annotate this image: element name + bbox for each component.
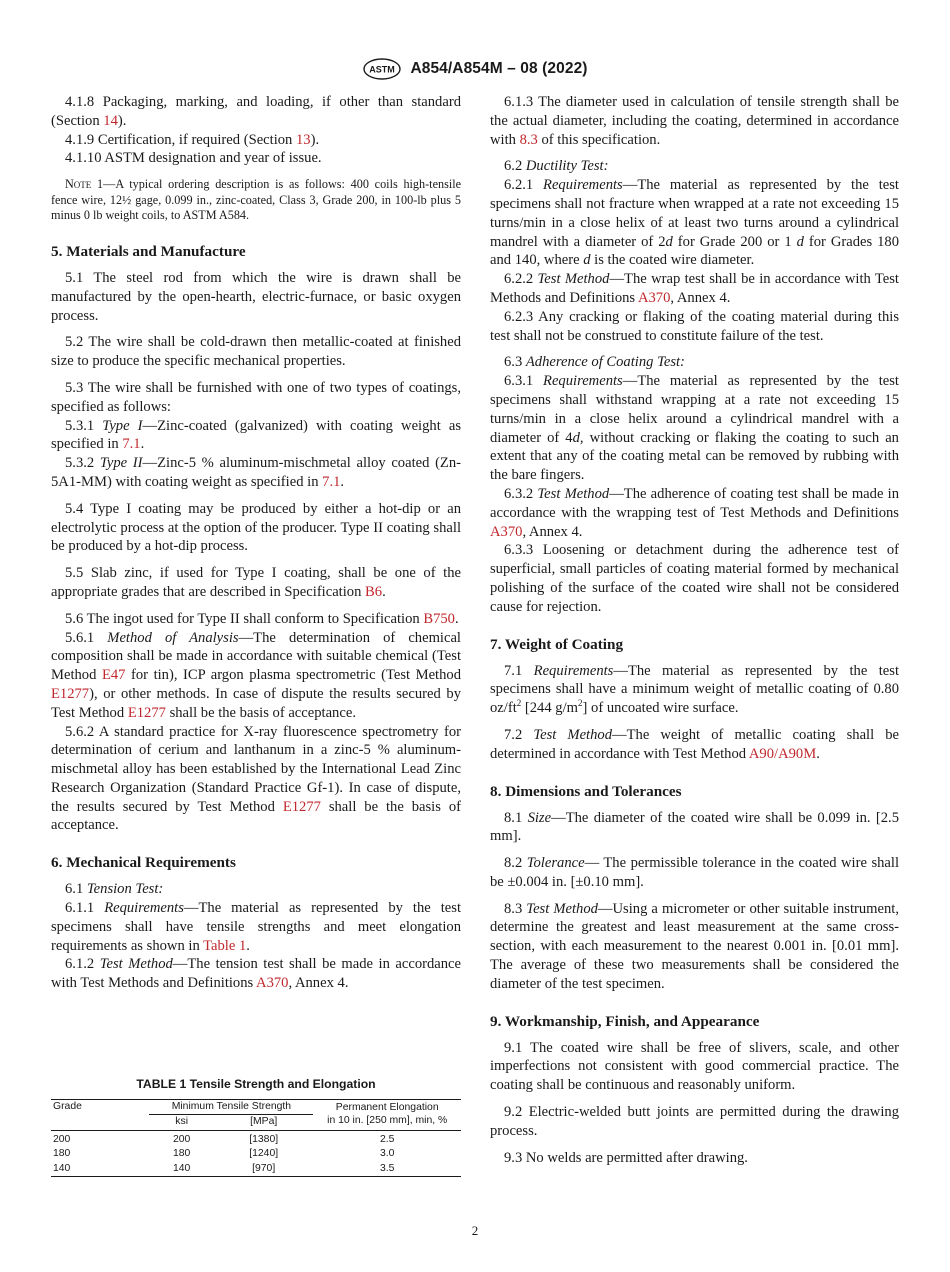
link-e1277[interactable]: E1277: [282, 798, 321, 815]
link-a370[interactable]: A370: [490, 523, 523, 540]
link-7-1[interactable]: 7.1: [122, 436, 141, 453]
paragraph-7-2: 7.2 Test Method—The weight of metallic coating shall be determined in accordance with Test Method A90/A90M.: [490, 726, 900, 762]
link-e1277[interactable]: E1277: [51, 685, 90, 702]
paragraph-5-5: 5.5 Slab zinc, if used for Type I coating, shall be one of the appropriate grades that are described in Specification B6.: [51, 565, 461, 600]
tensile-table: [51, 1099, 461, 1178]
table-row: 200 200 [1380] 2.5: [53, 1133, 395, 1145]
paragraph-5-6-1: 5.6.1 Method of Analysis—The determination of chemical composition shall be made in accordance with suitable chemical (Test Method E47 for tin), ICP argon plasma spectrometric (Test Method E1277), or other methods. In case of dispute the results secured by Test Method E1277 shall be the basis of acceptance.: [51, 629, 461, 721]
link-8-3[interactable]: 8.3: [519, 131, 538, 148]
paragraph-6-2-1: 6.2.1 Requirements—The material as represented by the test specimens shall not fracture when wrapped at a rate not exceeding 15 turns/min in a close helix of at least two turns around a cylindrical mandrel with a diameter of 2d for Grade 200 or 1 d for Grades 180 and 140, where d is the coated wire diameter.: [490, 177, 900, 269]
astm-logo-icon: [362, 58, 402, 80]
table-row: 140 140 [970] 3.5: [51, 1162, 461, 1177]
paragraph-5-3: 5.3 The wire shall be furnished with one of two types of coatings, specified as follows:: [51, 379, 461, 415]
paragraph-6-3-3: 6.3.3 Loosening or detachment during the adherence test of superficial, small particles of coating material formed by mechanical polishing of the surface of the coated wire shall not be considered cause for rejection.: [490, 542, 899, 615]
column-header-min-tensile: Minimum Tensile Strength: [149, 1099, 313, 1115]
paragraph-5-4: 5.4 Type I coating may be produced by either a hot-dip or an electrolytic process at the option of the producer. Type II coating shall be produced by a hot-dip process.: [51, 500, 461, 555]
document-designation: A854/A854M – 08 (2022): [410, 59, 588, 77]
paragraph-8-2: 8.2 Tolerance— The permissible tolerance in the coated wire shall be ±0.004 in. [±0.10 mm].: [490, 855, 900, 890]
table-1: [51, 1075, 461, 1177]
link-7-1[interactable]: 7.1: [322, 473, 341, 490]
link-table-1[interactable]: Table 1: [203, 937, 247, 954]
paragraph-5-3-2: 5.3.2 Type II—Zinc-5 % aluminum-mischmetal alloy coated (Zn-5A1-MM) with coating weight as specified in 7.1.: [51, 455, 461, 490]
paragraph-6-3: 6.3 Adherence of Coating Test:: [504, 354, 685, 371]
link-b6[interactable]: B6: [365, 583, 383, 600]
svg-text:ASTM: ASTM: [369, 64, 396, 75]
link-a370[interactable]: A370: [637, 289, 671, 306]
link-e47[interactable]: E47: [101, 667, 126, 684]
paragraph-9-3: 9.3 No welds are permitted after drawing.: [504, 1149, 748, 1166]
paragraph-6-1-3: 6.1.3 The diameter used in calculation of tensile strength shall be the actual diameter, including the coating, determined in accordance with 8.3 of this specification.: [490, 94, 899, 148]
paragraph-6-3-2: 6.3.2 Test Method—The adherence of coating test shall be made in accordance with the wrapping test of Test Methods and Definitions A370, Annex 4.: [490, 485, 899, 540]
link-section-14[interactable]: 14: [103, 112, 118, 129]
note-1: Note 1—A typical ordering description is as follows: 400 coils high-tensile fence wire, 12½ gage, 0.099 in., zinc-coated, Class 3, Grade 200, in 100-lb plus 5 minus 0 lb weight coils, to ASTM A584.: [51, 177, 461, 223]
link-a90[interactable]: A90/A90M: [748, 745, 817, 762]
paragraph-5-6: 5.6 The ingot used for Type II shall conform to Specification B750.: [65, 610, 459, 627]
paragraph-8-3: 8.3 Test Method—Using a micrometer or other suitable instrument, determine the greatest and least measurement at the same cross-section, with each measurement to the nearest 0.001 in. [0.01 mm]. The average of these two measurements shall be considered the diameter of the test specimen.: [490, 900, 900, 992]
paragraph-6-1-2: 6.1.2 Test Method—The tension test shall be made in accordance with Test Methods and Definitions A370, Annex 4.: [51, 956, 461, 992]
column-header-grade: Grade: [53, 1100, 82, 1112]
paragraph-5-6-2: 5.6.2 A standard practice for X-ray fluorescence spectrometry for determination of cerium and lanthanum in a zinc-5 % aluminum-mischmetal alloy has been established by the International Lead Zinc Research Organization (Standard Practice Gf-1). In case of dispute, the results secured by Test Method E1277 shall be the basis of acceptance.: [51, 723, 461, 834]
column-header-mpa: [MPa]: [250, 1116, 278, 1128]
section-9-heading: 9. Workmanship, Finish, and Appearance: [490, 1012, 760, 1030]
section-7-heading: 7. Weight of Coating: [490, 635, 624, 653]
link-e1277[interactable]: E1277: [127, 704, 166, 721]
column-header-elongation: Permanent Elongation in 10 in. [250 mm], min, %: [327, 1102, 448, 1126]
table-row: 180 180 [1240] 3.0: [53, 1148, 395, 1160]
link-b750[interactable]: B750: [423, 610, 455, 627]
paragraph-4-1-9: 4.1.9 Certification, if required (Section 13).: [65, 131, 320, 148]
paragraph-6-3-1: 6.3.1 Requirements—The material as represented by the test specimens shall withstand wrapping at a rate not exceeding 15 turns/min in a close helix around a cylindrical mandrel with a diameter of 4d, without cracking or flaking the coating to such an extent that any of the coating metal can be removed by rubbing with the bare fingers.: [490, 373, 899, 484]
paragraph-4-1-10: 4.1.10 ASTM designation and year of issue.: [65, 150, 322, 167]
paragraph-6-1: 6.1 Tension Test:: [65, 881, 164, 898]
section-8-heading: 8. Dimensions and Tolerances: [490, 782, 682, 800]
link-a370[interactable]: A370: [256, 975, 289, 992]
paragraph-7-1: 7.1 Requirements—The material as represented by the test specimens shall have a minimum weight of metallic coating of 0.80 $oz/ft^2$ [244 $g/m^2$] of uncoated wire surface.: [490, 662, 899, 717]
page-number: 2: [471, 1223, 479, 1238]
paragraph-5-3-1: 5.3.1 Type I—Zinc-coated (galvanized) with coating weight as specified in 7.1.: [51, 417, 462, 453]
page-header: [0, 58, 950, 86]
column-header-ksi: ksi: [175, 1116, 188, 1128]
paragraph-5-1: 5.1 The steel rod from which the wire is drawn shall be manufactured by the open-hearth, electric-furnace, or basic oxygen process.: [51, 269, 461, 324]
paragraph-4-1-8: 4.1.8 Packaging, marking, and loading, if other than standard (Section 14).: [51, 94, 461, 129]
paragraph-6-1-1: 6.1.1 Requirements—The material as represented by the test specimens shall have tensile strengths and meet elongation requirements as shown in Table 1.: [51, 900, 461, 954]
table-1-title: TABLE 1 Tensile Strength and Elongation: [136, 1077, 376, 1091]
paragraph-8-1: 8.1 Size—The diameter of the coated wire shall be 0.099 in. [2.5 mm].: [490, 809, 900, 845]
left-column: [51, 93, 461, 993]
paragraph-6-2: 6.2 Ductility Test:: [504, 158, 609, 175]
paragraph-5-2: 5.2 The wire shall be cold-drawn then metallic-coated at finished size to produce the specific mechanical properties.: [51, 334, 461, 370]
section-5-heading: 5. Materials and Manufacture: [51, 242, 246, 260]
paragraph-6-2-2: 6.2.2 Test Method—The wrap test shall be in accordance with Test Methods and Definitions A370, Annex 4.: [490, 271, 899, 306]
section-6-heading: 6. Mechanical Requirements: [51, 854, 236, 872]
paragraph-9-2: 9.2 Electric-welded butt joints are permitted during the drawing process.: [490, 1104, 899, 1139]
right-column: [490, 93, 899, 1167]
paragraph-6-2-3: 6.2.3 Any cracking or flaking of the coating material during this test shall not be construed to constitute failure of the test.: [490, 308, 899, 344]
link-section-13[interactable]: 13: [296, 131, 311, 148]
paragraph-9-1: 9.1 The coated wire shall be free of slivers, scale, and other imperfections not consistent with good commercial practice. The coating shall be continuous and reasonably uniform.: [490, 1039, 899, 1094]
